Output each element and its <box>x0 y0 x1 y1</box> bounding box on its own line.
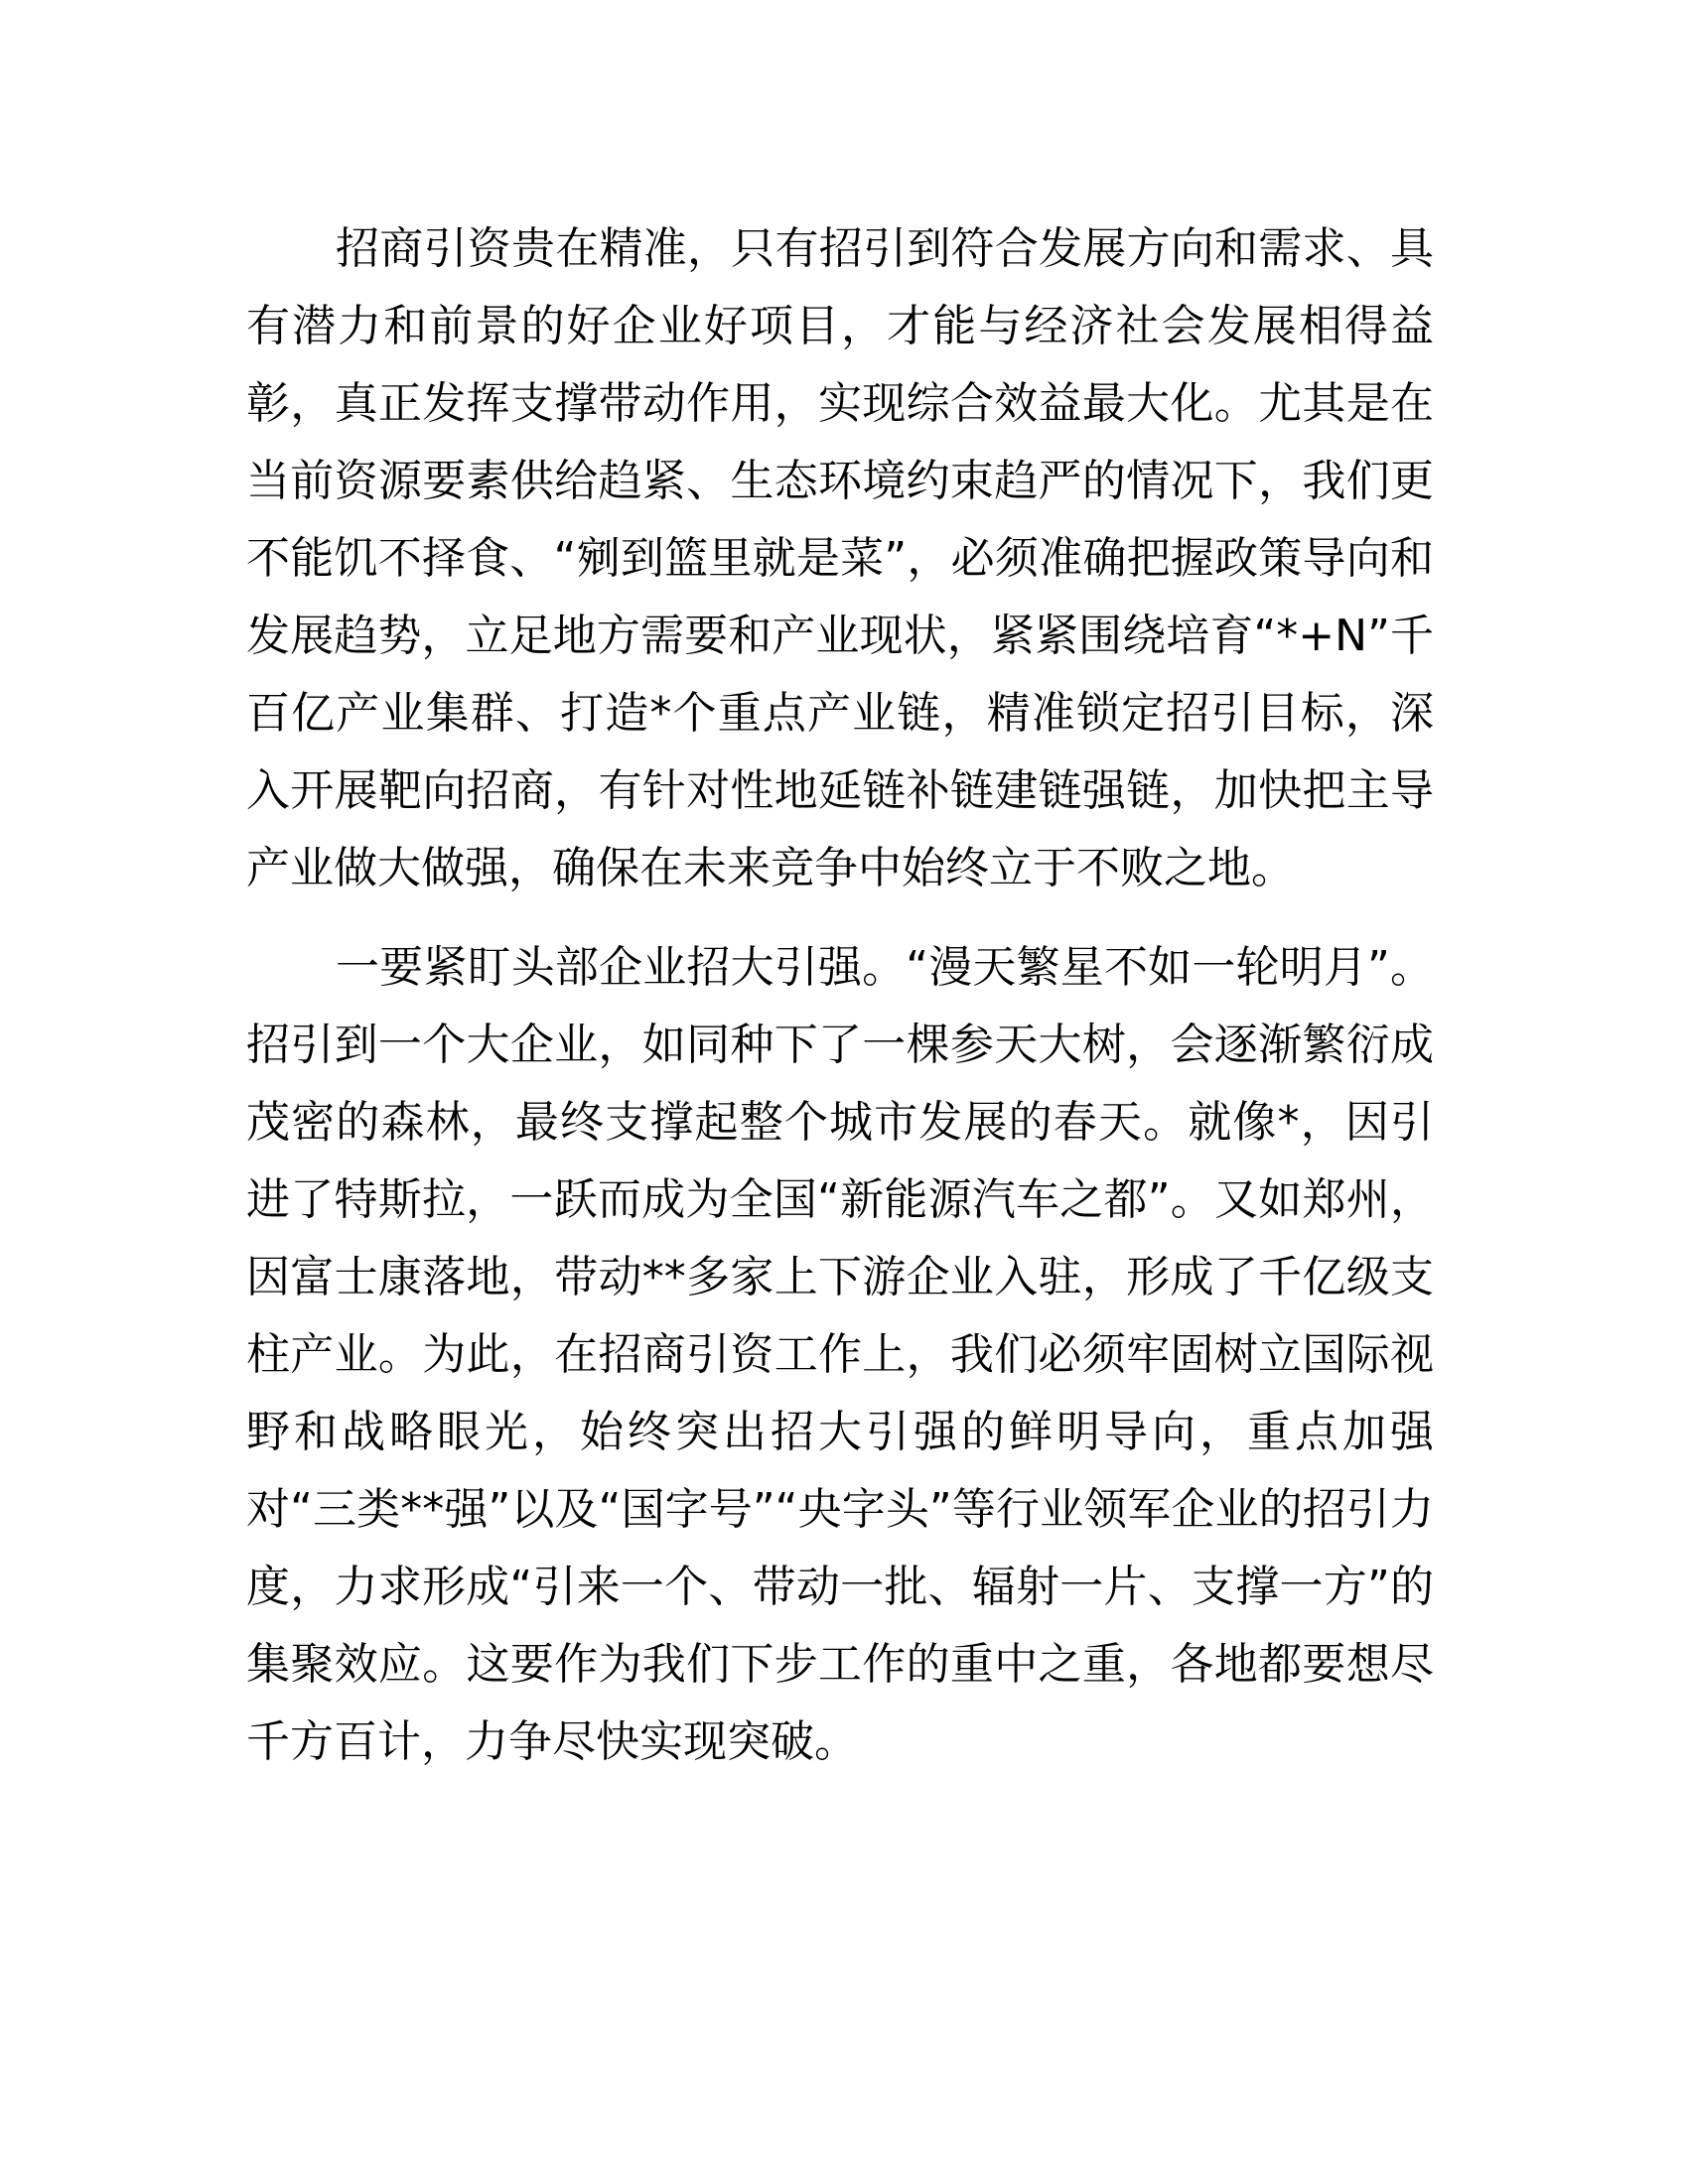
paragraph-attract-leading-enterprises: 一要紧盯头部企业招大引强。“漫天繁星不如一轮明月”。招引到一个大企业，如同种下了一棵参天大树，会逐渐繁衍成茂密的森林，最终支撑起整个城市发展的春天。就像*，因引进了特斯拉，一跃而成为全国“新能源汽车之都”。又如郑州，因富士康落地，带动**多家上下游企业入驻，形成了千亿级支柱产业。为此，在招商引资工作上，我们必须牢固树立国际视野和战略眼光，始终突出招大引强的鲜明导向，重点加强对“三类**强”以及“国字号”“央字头”等行业领军企业的招引力度，力求形成“引来一个、带动一批、辐射一片、支撑一方”的集聚效应。这要作为我们下步工作的重中之重，各地都要想尽千方百计，力争尽快实现突破。 <box>246 942 1434 1767</box>
paragraph-precise-investment: 招商引资贵在精准，只有招引到符合发展方向和需求、具有潜力和前景的好企业好项目，才能与经济社会发展相得益彰，真正发挥支撑带动作用，实现综合效益最大化。尤其是在当前资源要素供给趋紧、生态环境约束趋严的情况下，我们更不能饥不择食、“剜到篮里就是菜”，必须准确把握政策导向和发展趋势，立足地方需要和产业现状，紧紧围绕培育“*+N”千百亿产业集群、打造*个重点产业链，精准锁定招引目标，深入开展靶向招商，有针对性地延链补链建链强链，加快把主导产业做大做强，确保在未来竞争中始终立于不败之地。 <box>246 223 1434 893</box>
document-body <box>246 210 1434 1781</box>
